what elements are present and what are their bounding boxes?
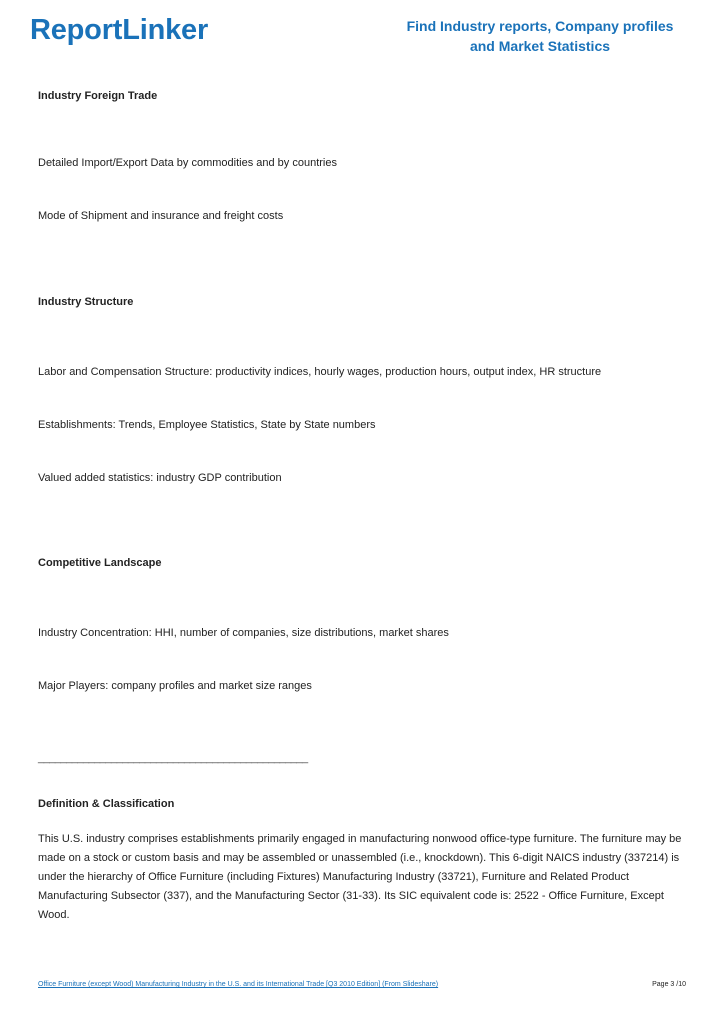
paragraph-line: This U.S. industry comprises establishments primarily engaged in manufacturing nonwood office-type furniture. The furniture may be — [38, 833, 682, 845]
section-heading-foreign-trade: Industry Foreign Trade — [38, 90, 158, 102]
paragraph-line: under the hierarchy of Office Furniture (including Fixtures) Manufacturing Industry (33721), Furniture and Related Product — [38, 871, 630, 883]
reportlinker-logo[interactable]: ReportLinker — [30, 14, 209, 46]
header-tagline — [380, 16, 700, 56]
separator-line: ________________________________________________ — [38, 752, 308, 764]
list-item: Detailed Import/Export Data by commodities and by countries — [38, 157, 337, 169]
section-heading-definition: Definition & Classification — [38, 798, 175, 810]
list-item: Mode of Shipment and insurance and freight costs — [38, 210, 284, 222]
paragraph-line: Manufacturing Subsector (337), and the Manufacturing Sector (31-33). Its SIC equivalent code is: 2522 - Office Furniture, Except — [38, 890, 664, 902]
tagline-line-2: and Market Statistics — [469, 38, 611, 54]
section-heading-industry-structure: Industry Structure — [38, 296, 134, 308]
paragraph-line: made on a stock or custom basis and may be assembled or unassembled (i.e., knockdown). This 6-digit NAICS industry (337214) is — [38, 852, 680, 864]
section-heading-competitive-landscape: Competitive Landscape — [38, 557, 162, 569]
definition-paragraph — [38, 830, 700, 925]
page-number: Page 3 /10 — [652, 981, 686, 988]
list-item: Establishments: Trends, Employee Statistics, State by State numbers — [38, 419, 376, 431]
list-item: Major Players: company profiles and market size ranges — [38, 680, 312, 692]
list-item: Labor and Compensation Structure: productivity indices, hourly wages, production hours, output index, HR structure — [38, 366, 602, 378]
list-item: Valued added statistics: industry GDP contribution — [38, 472, 282, 484]
list-item: Industry Concentration: HHI, number of companies, size distributions, market shares — [38, 627, 449, 639]
tagline-line-1: Find Industry reports, Company profiles — [406, 18, 674, 34]
paragraph-line: Wood. — [38, 909, 70, 921]
footer-source-link[interactable]: Office Furniture (except Wood) Manufacturing Industry in the U.S. and its International Trade [Q3 2010 Edition] (From Slideshare) — [38, 981, 439, 988]
